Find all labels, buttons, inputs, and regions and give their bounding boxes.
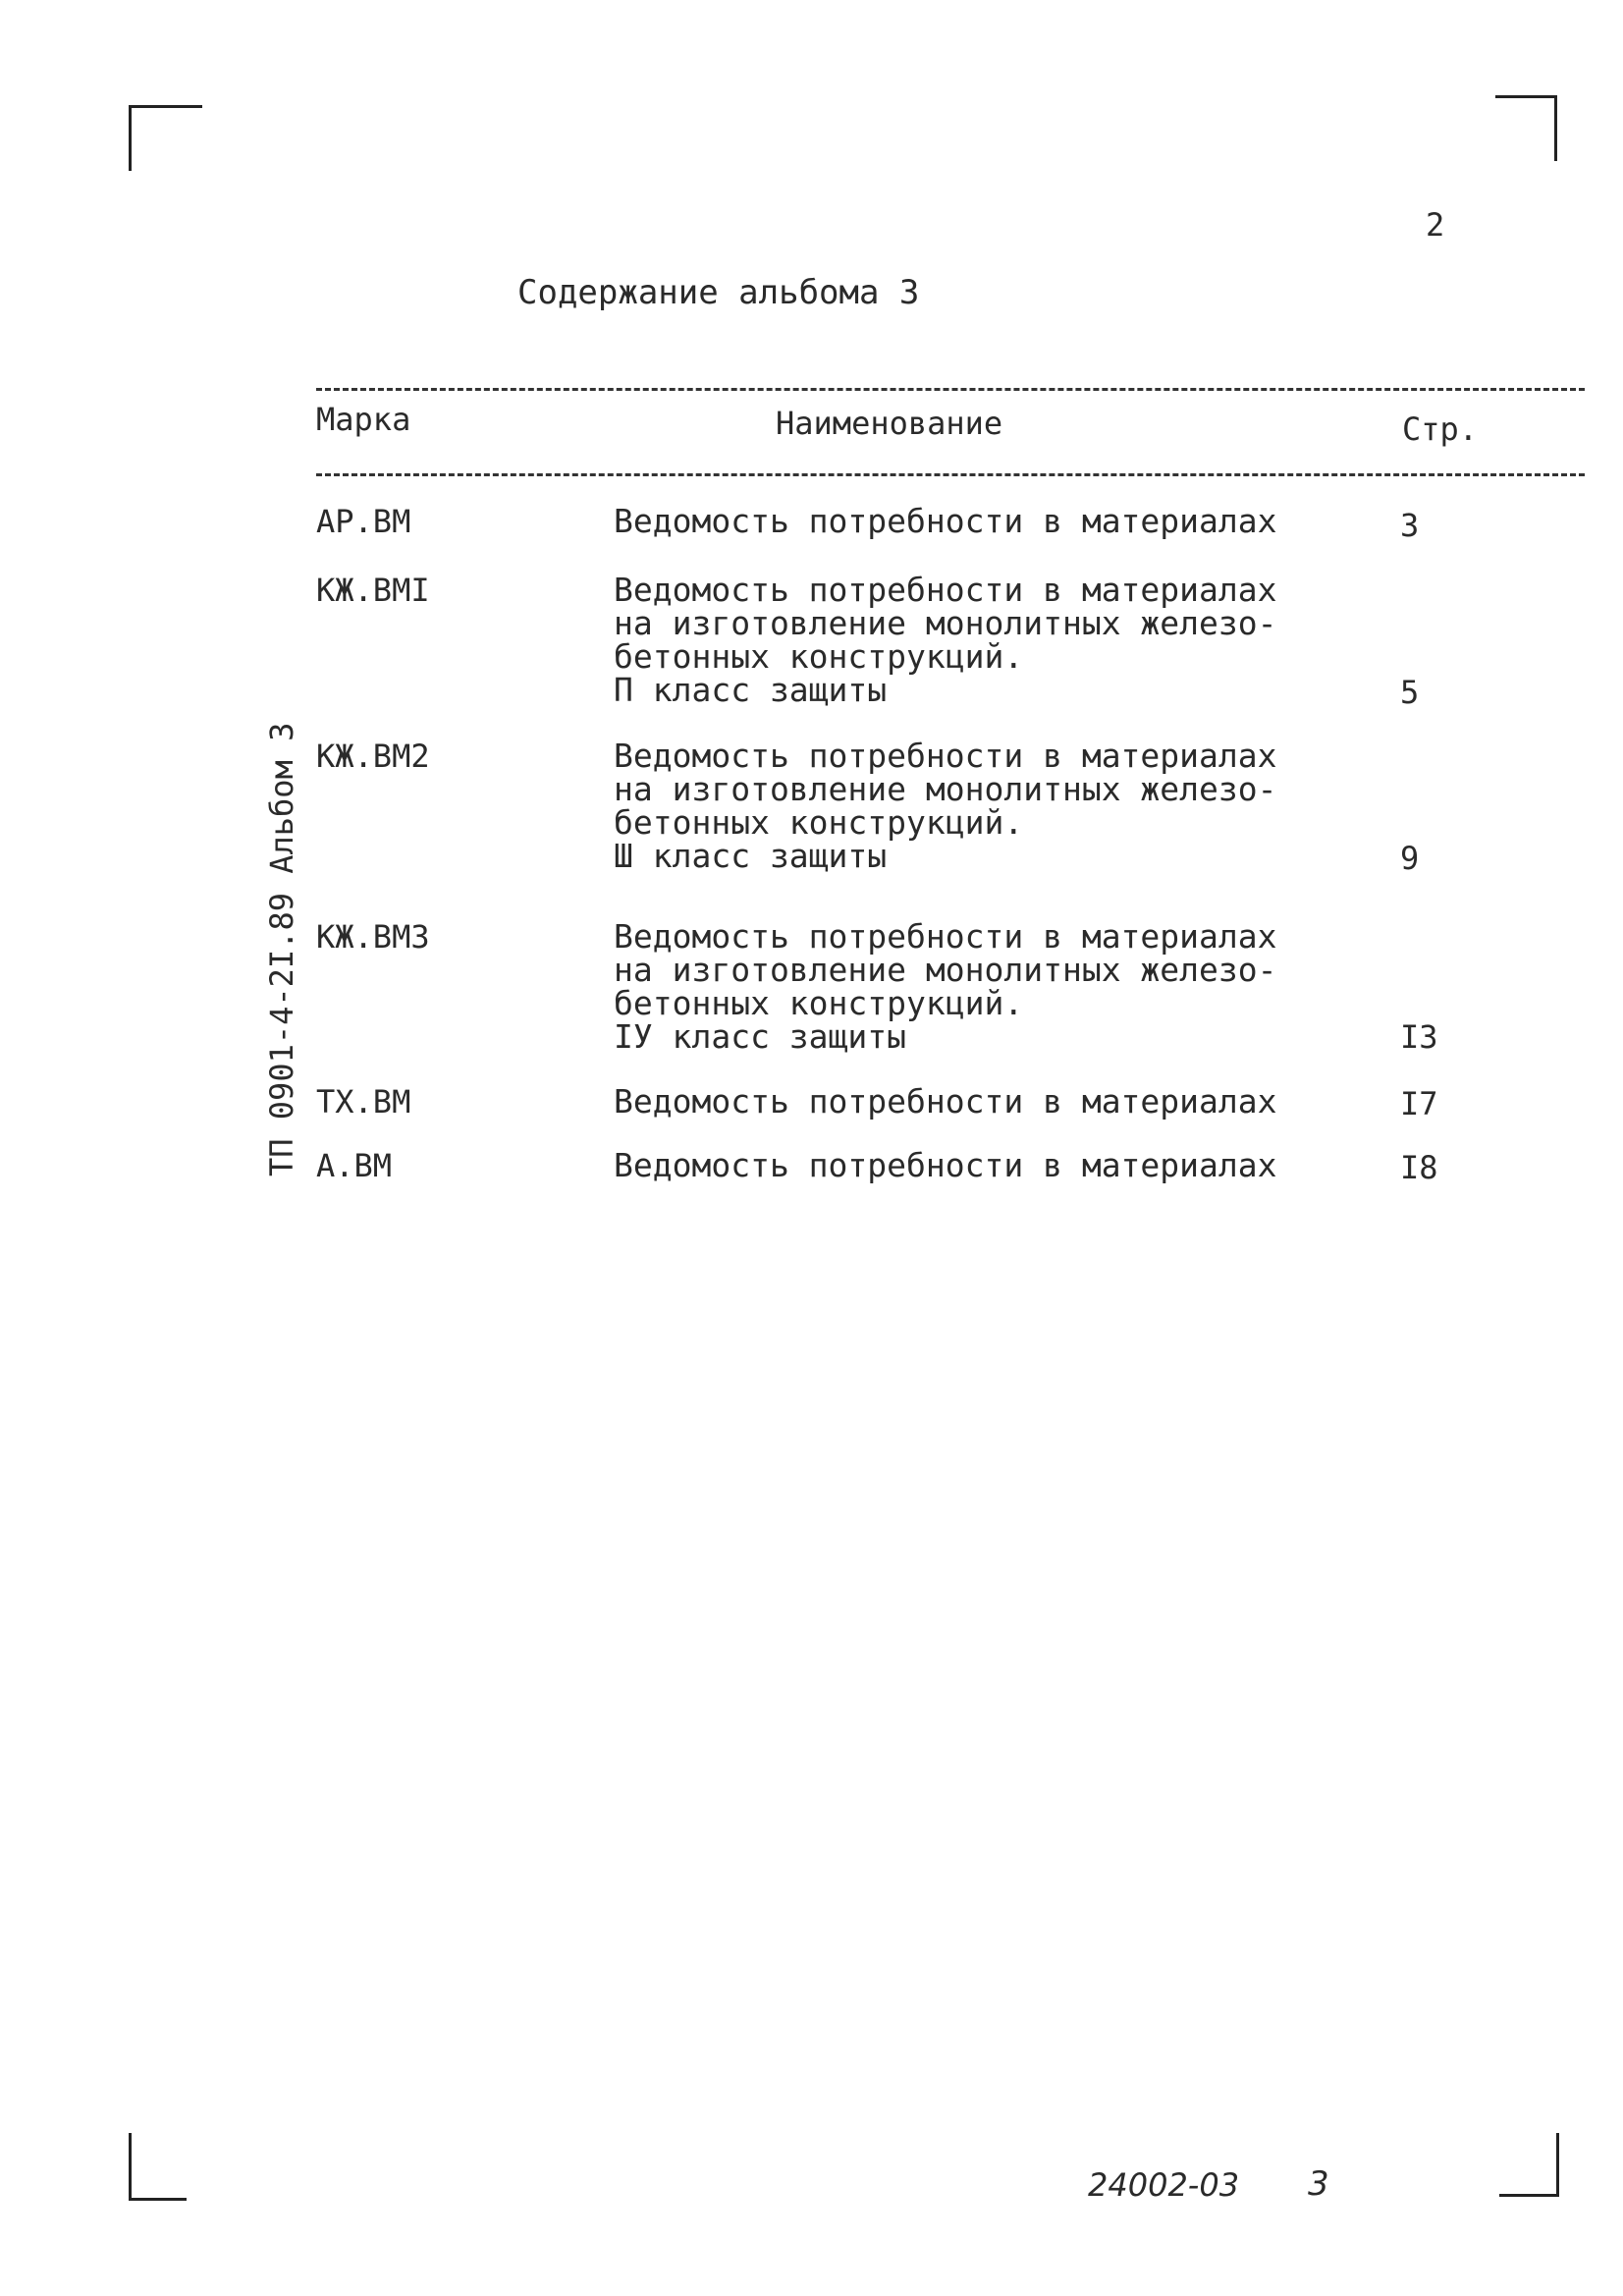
row-name-line: бетонных конструкций.: [614, 637, 1024, 676]
row-page: I8: [1400, 1149, 1438, 1186]
row-name-line: П класс защиты: [614, 671, 888, 709]
column-header-mark: Марка: [316, 401, 411, 438]
row-name-line: на изготовление монолитных железо-: [614, 770, 1277, 808]
row-mark: ТХ.ВМ: [316, 1083, 411, 1121]
row-name: [614, 571, 1277, 709]
page-title: Содержание альбома 3: [517, 273, 920, 312]
row-page: 9: [1400, 840, 1420, 877]
row-name-line: на изготовление монолитных железо-: [614, 604, 1277, 642]
row-page: 3: [1400, 507, 1420, 544]
header-divider-bottom: [316, 473, 1585, 476]
corner-mark-bottom-left: [129, 2133, 187, 2201]
row-mark: АР.ВМ: [316, 503, 411, 540]
row-name-line: Ведомость потребности в материалах: [614, 917, 1277, 956]
row-name: [614, 1146, 1277, 1184]
row-name-line: Ведомость потребности в материалах: [614, 1146, 1277, 1184]
row-name: [614, 739, 1277, 873]
row-name-line: Ведомость потребности в материалах: [614, 737, 1277, 775]
page-number: 2: [1426, 206, 1445, 244]
row-page: 5: [1400, 674, 1420, 711]
row-name-line: Ш класс защиты: [614, 837, 888, 875]
row-name: [614, 502, 1277, 540]
side-label-text: ТП 0901-4-2I.89 Альбом 3: [263, 722, 300, 1176]
row-name-line: на изготовление монолитных железо-: [614, 951, 1277, 989]
corner-mark-top-left: [129, 105, 202, 171]
footer-document-code: 24002-03: [1088, 2166, 1240, 2204]
corner-mark-top-right: [1495, 95, 1557, 161]
row-name-line: Ведомость потребности в материалах: [614, 1082, 1277, 1121]
row-name-line: Ведомость потребности в материалах: [614, 571, 1277, 609]
row-name-line: Ведомость потребности в материалах: [614, 502, 1277, 540]
row-name: [614, 917, 1277, 1056]
row-name: [614, 1082, 1277, 1121]
row-mark: КЖ.ВМI: [316, 572, 430, 609]
row-page: I3: [1400, 1018, 1438, 1056]
row-mark: А.ВМ: [316, 1147, 393, 1184]
column-header-name: Наименование: [776, 405, 1003, 442]
header-divider-top: [316, 388, 1585, 391]
row-page: I7: [1400, 1085, 1438, 1122]
row-name-line: IУ класс защиты: [614, 1017, 907, 1056]
column-header-page: Стр.: [1402, 410, 1479, 448]
row-name-line: бетонных конструкций.: [614, 984, 1024, 1022]
row-name-line: бетонных конструкций.: [614, 803, 1024, 842]
corner-mark-bottom-right: [1499, 2133, 1559, 2197]
row-mark: КЖ.ВМ3: [316, 918, 430, 956]
row-mark: КЖ.ВМ2: [316, 738, 430, 775]
footer-sheet-number: 3: [1308, 2164, 1329, 2204]
